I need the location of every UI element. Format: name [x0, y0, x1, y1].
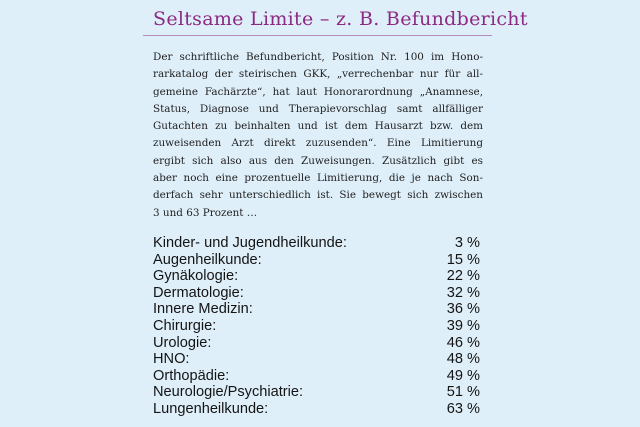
limit-row [153, 384, 480, 401]
specialty-label: Orthopädie: [153, 367, 230, 384]
specialty-label: Chirurgie: [153, 317, 217, 334]
body-line: gemeine Fachärzte“, hat laut Honorarordnung „Anamnese, [153, 85, 483, 98]
limit-table [153, 235, 480, 418]
limit-value: 51 % [446, 384, 480, 401]
limit-row [153, 252, 480, 269]
body-line: aber noch eine prozentuelle Limitierung, die je nach Son- [153, 172, 483, 185]
limit-value: 15 % [446, 251, 480, 268]
limit-row [153, 235, 480, 252]
limit-row [153, 268, 480, 285]
body-line: Der schriftliche Befundbericht, Position Nr. 100 im Hono- [153, 51, 483, 63]
limit-value: 3 % [454, 235, 480, 251]
body-line: Gutachten zu beinhalten und ist dem Hausarzt bzw. dem [153, 120, 483, 133]
limit-value: 22 % [446, 268, 480, 285]
limit-value: 46 % [446, 334, 480, 351]
limit-row [153, 368, 480, 385]
specialty-label: Innere Medizin: [153, 301, 253, 318]
specialty-label: Lungenheilkunde: [153, 400, 269, 417]
limit-row [153, 285, 480, 302]
body-line: ergibt sich also aus den Zuweisungen. Zusätzlich gibt es [153, 154, 483, 167]
limit-row [153, 318, 480, 335]
limit-row [153, 401, 480, 418]
limit-value: 48 % [446, 351, 480, 368]
specialty-label: Dermatologie: [153, 284, 244, 301]
limit-value: 36 % [446, 301, 480, 318]
body-line: Status, Diagnose und Therapievorschlag samt allfälliger [153, 102, 483, 115]
specialty-label: Gynäkologie: [153, 268, 239, 285]
limit-row [153, 335, 480, 352]
body-paragraph [153, 49, 483, 222]
limit-row [153, 351, 480, 368]
specialty-label: Augenheilkunde: [153, 251, 262, 268]
specialty-label: HNO: [153, 351, 190, 368]
specialty-label: Urologie: [153, 334, 212, 351]
box-title: Seltsame Limite – z. B. Befundbericht [153, 8, 528, 30]
specialty-label: Neurologie/Psychiatrie: [153, 384, 304, 401]
limit-value: 49 % [446, 367, 480, 384]
limit-value: 63 % [446, 400, 480, 417]
limit-row [153, 301, 480, 318]
specialty-label: Kinder- und Jugendheilkunde: [153, 235, 347, 251]
title-divider [143, 35, 492, 36]
body-line: 3 und 63 Prozent … [153, 206, 258, 219]
body-line: rarkatalog der steirischen GKK, „verrechenbar nur für all- [153, 68, 483, 81]
body-line: derfach sehr unterschiedlich ist. Sie bewegt sich zwischen [153, 189, 483, 202]
limit-value: 32 % [446, 284, 480, 301]
limit-value: 39 % [446, 317, 480, 334]
body-line: zuweisenden Arzt direkt zuzusenden“. Eine Limitierung [153, 137, 483, 150]
